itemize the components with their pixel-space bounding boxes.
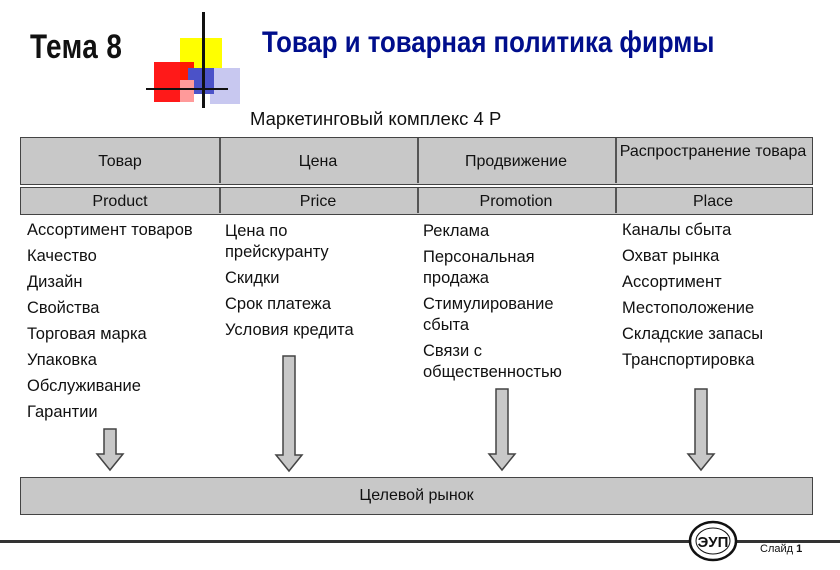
target-market-label: Целевой рынок	[359, 487, 474, 504]
place-items	[622, 217, 763, 373]
price-items	[225, 221, 354, 341]
column-header-promotion: Продвижение	[465, 153, 567, 170]
header-horizontal-line	[146, 88, 228, 90]
down-arrow-icon	[95, 428, 125, 472]
column-en-place: Place	[692, 193, 734, 210]
topic-label: Тема 8	[30, 28, 123, 66]
logo-text: ЭУП	[697, 534, 729, 551]
column-en-price: Price	[299, 193, 337, 210]
column-english-band	[20, 187, 813, 215]
list-item: сбыта	[423, 316, 470, 334]
deco-square-lavender	[210, 68, 240, 104]
column-en-product: Product	[92, 193, 148, 210]
list-item: Ассортимент товаров	[27, 221, 193, 239]
list-item: Складские запасы	[622, 325, 764, 343]
list-item: Персональная	[423, 248, 535, 266]
column-header-band	[20, 137, 813, 185]
header-vertical-line	[202, 12, 205, 108]
slide-title: Товар и товарная политика фирмы	[262, 26, 715, 59]
list-item: Упаковка	[27, 351, 97, 369]
column-header-price: Цена	[298, 153, 338, 170]
list-item: Скидки	[225, 269, 280, 287]
list-item: общественностью	[423, 363, 562, 381]
column-header-place: Распространение товара	[619, 143, 807, 160]
list-item: Срок платежа	[225, 295, 332, 313]
list-item: Местоположение	[622, 299, 755, 317]
promotion-items	[423, 221, 562, 383]
department-logo-icon	[688, 520, 738, 562]
list-item: Дизайн	[27, 273, 83, 291]
list-item: прейскуранту	[225, 243, 329, 261]
list-item: Связи с	[423, 342, 483, 360]
target-market-bar	[20, 477, 813, 515]
list-item: Торговая марка	[27, 325, 147, 343]
list-item: Гарантии	[27, 403, 98, 421]
down-arrow-icon	[487, 388, 517, 472]
slide-number-value: 1	[796, 543, 803, 555]
list-item: Ассортимент	[622, 273, 722, 291]
list-item: продажа	[423, 269, 489, 287]
list-item: Реклама	[423, 222, 490, 240]
list-item: Каналы сбыта	[622, 221, 732, 239]
list-item: Условия кредита	[225, 321, 354, 339]
slide-prefix: Слайд	[760, 543, 794, 555]
list-item: Стимулирование	[423, 295, 554, 313]
list-item: Обслуживание	[27, 377, 141, 395]
slide-number	[760, 543, 802, 555]
list-item: Свойства	[27, 299, 100, 317]
down-arrow-icon	[274, 355, 304, 473]
product-items	[27, 217, 193, 425]
down-arrow-icon	[686, 388, 716, 472]
list-item: Качество	[27, 247, 97, 265]
list-item: Цена по	[225, 222, 288, 240]
list-item: Охват рынка	[622, 247, 720, 265]
deco-square-pink	[180, 80, 194, 102]
list-item: Транспортировка	[622, 351, 755, 369]
subtitle: Маркетинговый комплекс 4 Р	[250, 108, 502, 129]
column-header-product: Товар	[98, 153, 142, 170]
column-en-promotion: Promotion	[479, 193, 553, 210]
